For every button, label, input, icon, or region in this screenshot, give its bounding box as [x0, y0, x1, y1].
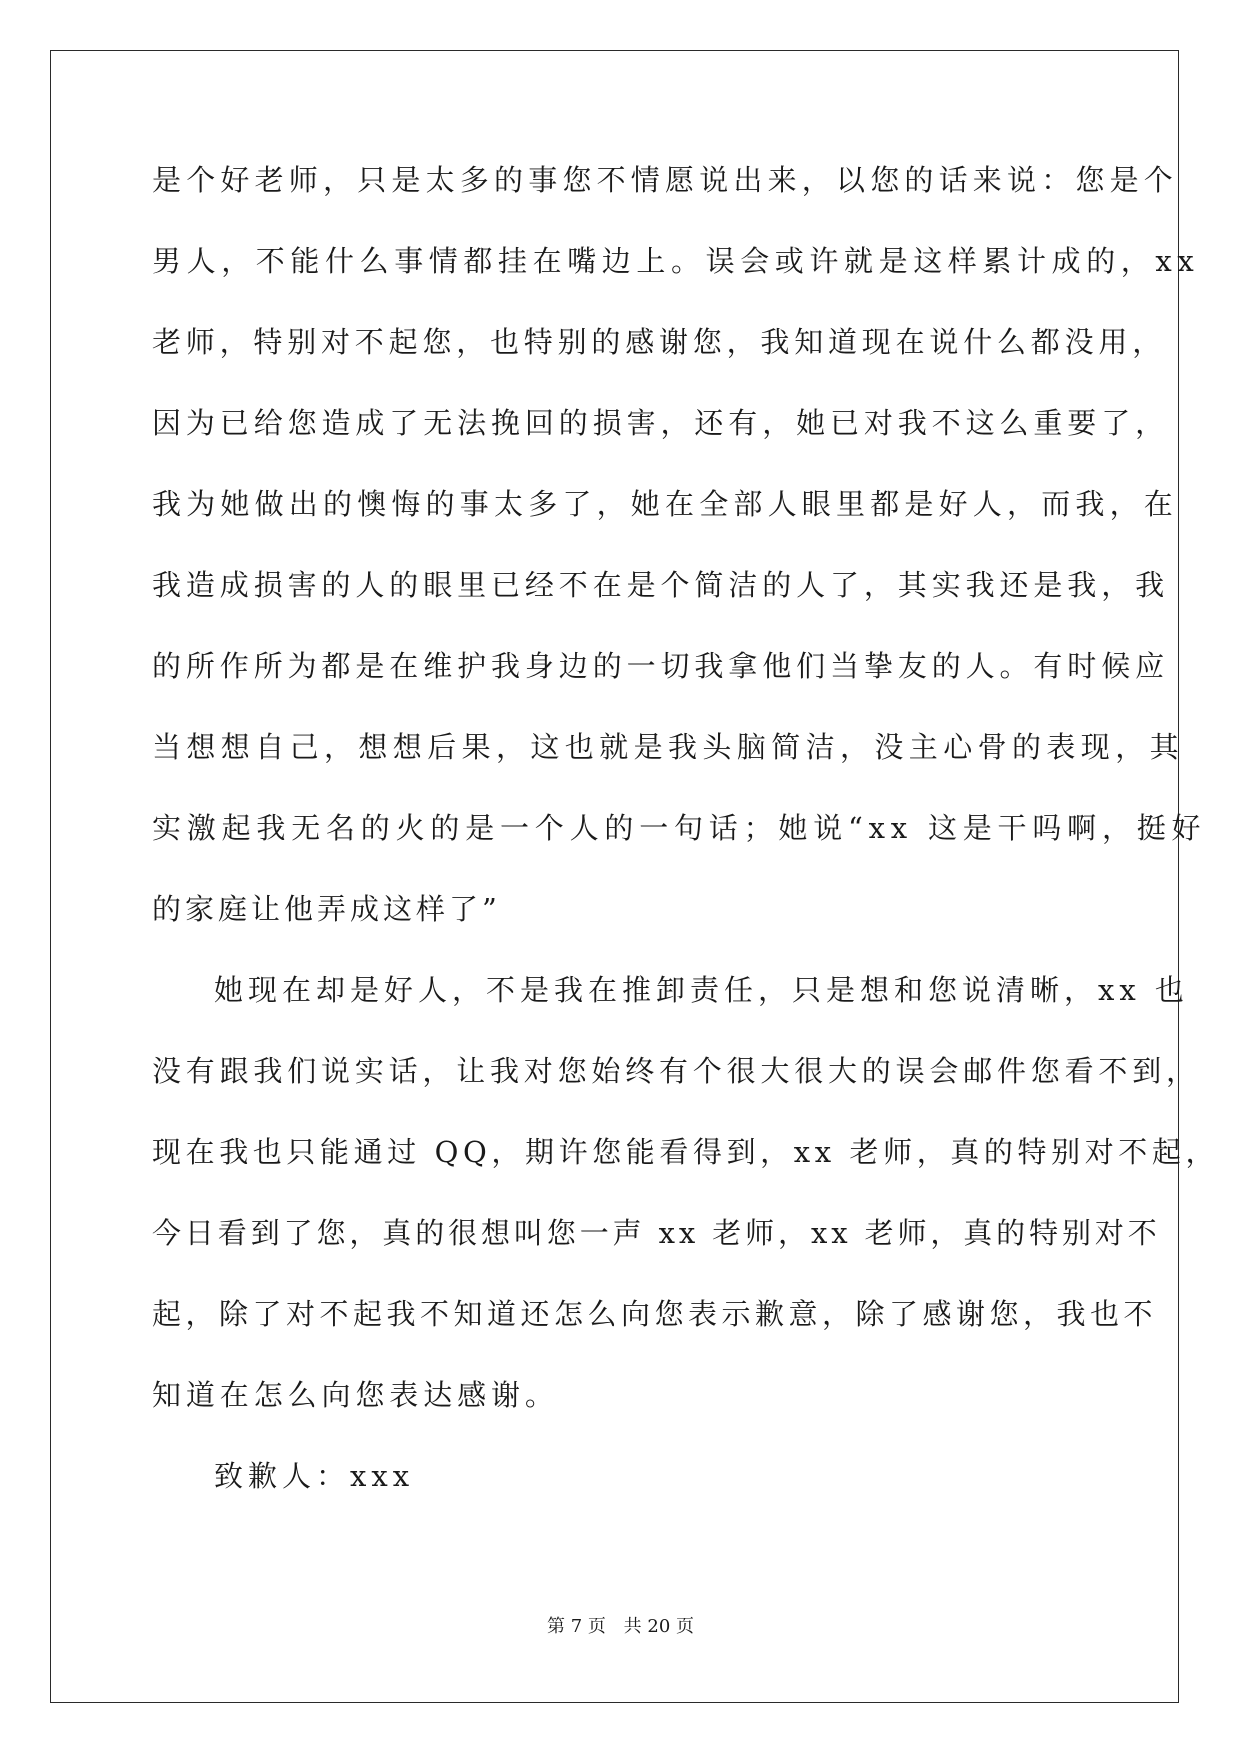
paragraph-first-line: 她现在却是好人，不是我在推卸责任，只是想和您说清晰，xx 也 — [214, 973, 1189, 1007]
text-line: 因为已给您造成了无法挽回的损害，还有，她已对我不这么重要了， — [152, 406, 1170, 440]
text-line: 老师，特别对不起您，也特别的感谢您，我知道现在说什么都没用， — [152, 325, 1167, 359]
text-line: 我造成损害的人的眼里已经不在是个简洁的人了，其实我还是我，我 — [152, 568, 1170, 602]
page-footer — [0, 1612, 1241, 1638]
document-body — [152, 155, 1220, 1532]
text-line: 实激起我无名的火的是一个人的一句话；她说“xx 这是干吗啊，挺好 — [152, 811, 1207, 845]
text-line: 男人，不能什么事情都挂在嘴边上。误会或许就是这样累计成的，xx — [152, 244, 1200, 278]
text-line: 我为她做出的懊悔的事太多了，她在全部人眼里都是好人，而我，在 — [152, 487, 1179, 521]
text-line: 起，除了对不起我不知道还怎么向您表示歉意，除了感谢您，我也不 — [152, 1297, 1158, 1331]
text-line: 是个好老师，只是太多的事您不情愿说出来，以您的话来说：您是个 — [152, 163, 1179, 197]
text-line: 的所作所为都是在维护我身边的一切我拿他们当挚友的人。有时候应 — [152, 649, 1170, 683]
text-line: 没有跟我们说实话，让我对您始终有个很大很大的误会邮件您看不到， — [152, 1054, 1200, 1088]
signature-line: 致歉人：xxx — [214, 1459, 415, 1493]
text-line: 知道在怎么向您表达感谢。 — [152, 1378, 559, 1412]
text-line: 当想想自己，想想后果，这也就是我头脑简洁，没主心骨的表现，其 — [152, 730, 1185, 764]
page-number-current: 第 7 页 — [547, 1616, 606, 1637]
text-line: 今日看到了您，真的很想叫您一声 xx 老师，xx 老师，真的特别对不 — [152, 1216, 1161, 1250]
text-line: 现在我也只能通过 QQ，期许您能看得到，xx 老师，真的特别对不起， — [152, 1135, 1220, 1169]
page-number-total: 共 20 页 — [623, 1616, 694, 1637]
text-line: 的家庭让他弄成这样了” — [152, 892, 501, 926]
